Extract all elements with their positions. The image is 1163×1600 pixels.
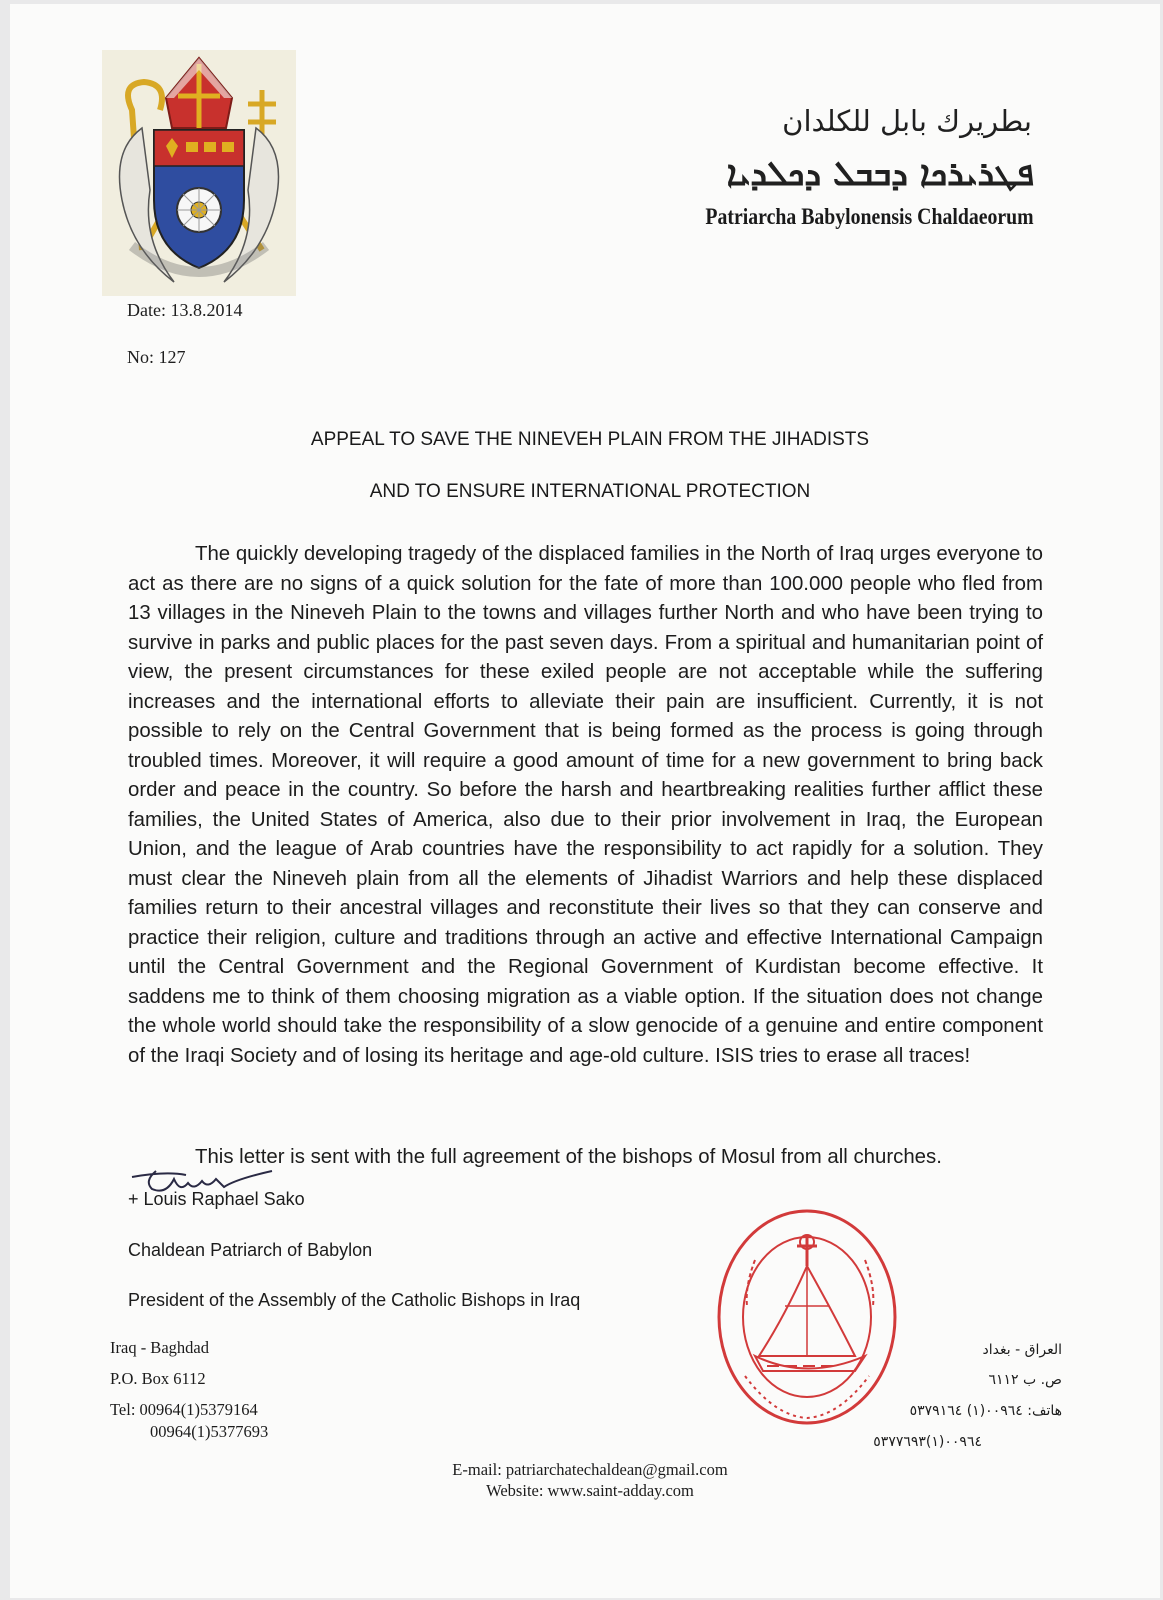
footer-website: Website: www.saint-adday.com (486, 1481, 694, 1500)
header-arabic-name: بطريرك بابل للكلدان (782, 104, 1032, 138)
coat-of-arms-icon (102, 50, 296, 296)
footer-email: E-mail: patriarchatechaldean@gmail.com (452, 1460, 728, 1479)
address-arabic-pobox: ص. ب ٦١١٢ (988, 1372, 1062, 1388)
signatory-role-patriarch: Chaldean Patriarch of Babylon (128, 1240, 373, 1260)
letter-title-line1: APPEAL TO SAVE THE NINEVEH PLAIN FROM THE JIHADISTS (310, 429, 870, 450)
header-latin-name: Patriarcha Babylonensis Chaldaeorum (705, 204, 1034, 229)
letter-number: No: 127 (127, 347, 186, 367)
address-city: Iraq - Baghdad (110, 1338, 209, 1357)
address-pobox: P.O. Box 6112 (110, 1369, 206, 1388)
address-tel2: 00964(1)5377693 (150, 1422, 269, 1441)
letter-date: Date: 13.8.2014 (127, 300, 243, 320)
letter-closing-line: This letter is sent with the full agreement of the bishops of Mosul from all churches. (195, 1146, 942, 1168)
address-arabic-tel2: ٠٠٩٦٤(١)٥٣٧٧٦٩٣ (873, 1434, 982, 1450)
letter-page (10, 4, 1160, 1598)
header-syriac-name: ܦܛܪܝܪܟܐ ܕܒܒܠ ܕܟܠܕܝܐ (726, 154, 1034, 194)
patriarchate-seal-stamp (715, 1206, 899, 1428)
letter-title-line2: AND TO ENSURE INTERNATIONAL PROTECTION (369, 481, 811, 502)
address-tel1: Tel: 00964(1)5379164 (110, 1400, 258, 1419)
address-arabic-city: العراق - بغداد (982, 1342, 1062, 1358)
letter-body-paragraph: The quickly developing tragedy of the displaced families in the North of Iraq urges everyone to act as there are no signs of a quick solution for the fate of more than 100.000 people who fled from 13 villages in the Nineveh Plain to the towns and villages further North and who have been trying to survive in parks and public places for the past seven days. From a spiritual and humanitarian point of view, the present circumstances for these exiled people are not acceptable while the suffering increases and the international efforts to alleviate their pain are insufficient. Currently, it is not possible to rely on the Central Government that is being formed as the process is going through troubled times. Moreover, it will require a good amount of time for a new government to bring back order and peace in the country. So before the harsh and heartbreaking realities further afflict these families, the United States of America, also due to their prior involvement in Iraq, the European Union, and the league of Arab countries have the responsibility to act rapidly for a solution. They must clear the Nineveh plain from all the elements of Jihadist Warriors and help these displaced families return to their ancestral villages and reconstitute their lives so that they can conserve and practice their religion, culture and traditions through an active and effective International Campaign until the Central Government and the Regional Government of Kurdistan become effective. It saddens me to think of them choosing migration as a viable option. If the situation does not change the whole world should take the responsibility of a slow genocide of a genuine and entire component of the Iraqi Society and of losing its heritage and age-old culture. ISIS tries to erase all traces! (128, 543, 1043, 1067)
address-arabic-tel1: هاتف: ٠٠٩٦٤(١) ٥٣٧٩١٦٤ (909, 1403, 1062, 1419)
signatory-role-president: President of the Assembly of the Catholic Bishops in Iraq (128, 1290, 581, 1310)
signatory-name: + Louis Raphael Sako (128, 1189, 305, 1209)
